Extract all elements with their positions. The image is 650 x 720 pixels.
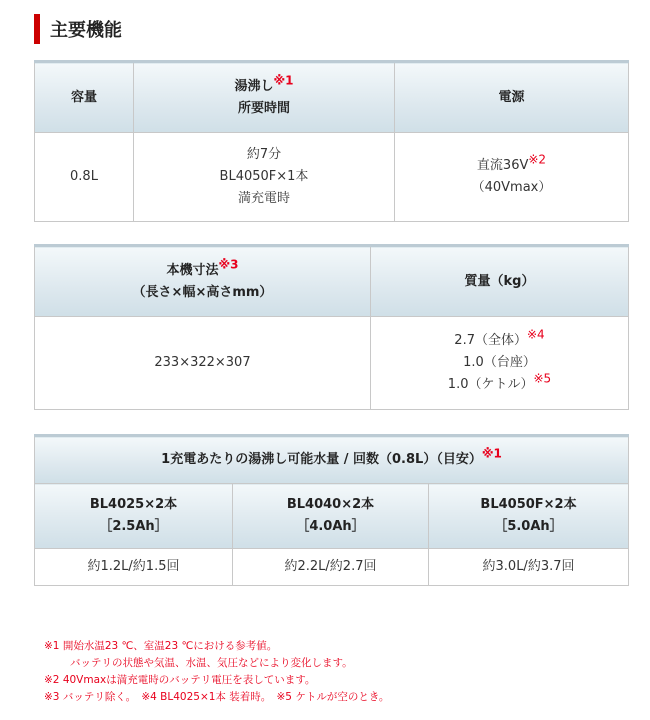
footnotes [44,638,644,706]
table-title: 1充電あたりの湯沸し可能水量 / 回数（0.8L）（目安）※1 [35,436,629,484]
header-power: 電源 [395,62,629,133]
header-boil-sub: 所要時間 [237,100,290,116]
footnote-3: ※3 バッテリ除く。 ※4 BL4025×1本 装着時。 ※5 ケトルが空のとき。 [44,691,390,703]
header-capacity: 容量 [35,62,134,133]
footnote-1-cont: バッテリの状態や気温、水温、気圧などにより変化します。 [70,657,353,669]
spec-table-capacity-per-charge [34,434,629,586]
note-marker: ※3 [218,257,239,272]
cell-yield-3: 約3.0L/約3.7回 [429,549,629,586]
section-title: 主要機能 [50,20,122,41]
header-battery-1: BL4025×2本 ［2.5Ah］ [35,484,233,549]
table-row [35,133,629,222]
cell-yield-1: 約1.2L/約1.5回 [35,549,233,586]
header-dimensions: 本機寸法※3 （長さ×幅×高さmm） [35,246,371,317]
header-boil-time [134,62,395,133]
spec-table-main [34,60,629,222]
cell-boil-time: 約7分 BL4050F×1本 満充電時 [134,133,395,222]
footnote-2: ※2 40Vmaxは満充電時のバッテリ電圧を表しています。 [44,674,316,686]
cell-yield-2: 約2.2L/約2.7回 [233,549,429,586]
note-marker: ※1 [481,446,502,461]
table-row [35,317,629,410]
header-battery-2: BL4040×2本 ［4.0Ah］ [233,484,429,549]
note-marker: ※5 [533,371,552,386]
note-marker: ※4 [526,327,545,342]
cell-dimensions: 233×322×307 [35,317,371,410]
section-heading [34,14,122,44]
header-mass: 質量（kg） [371,246,629,317]
header-battery-3: BL4050F×2本 ［5.0Ah］ [429,484,629,549]
cell-power: 直流36V※2 （40Vmax） [395,133,629,222]
heading-accent-bar [34,14,40,44]
note-marker: ※2 [528,152,547,167]
table-row [35,549,629,586]
spec-table-dimensions [34,244,629,410]
cell-capacity: 0.8L [35,133,134,222]
note-marker: ※1 [273,73,294,88]
header-boil-label: 湯沸し [234,78,274,94]
cell-mass: 2.7（全体）※4 1.0（台座） 1.0（ケトル）※5 [371,317,629,410]
footnote-1: ※1 開始水温23 ℃、室温23 ℃における参考値。 [44,640,278,652]
